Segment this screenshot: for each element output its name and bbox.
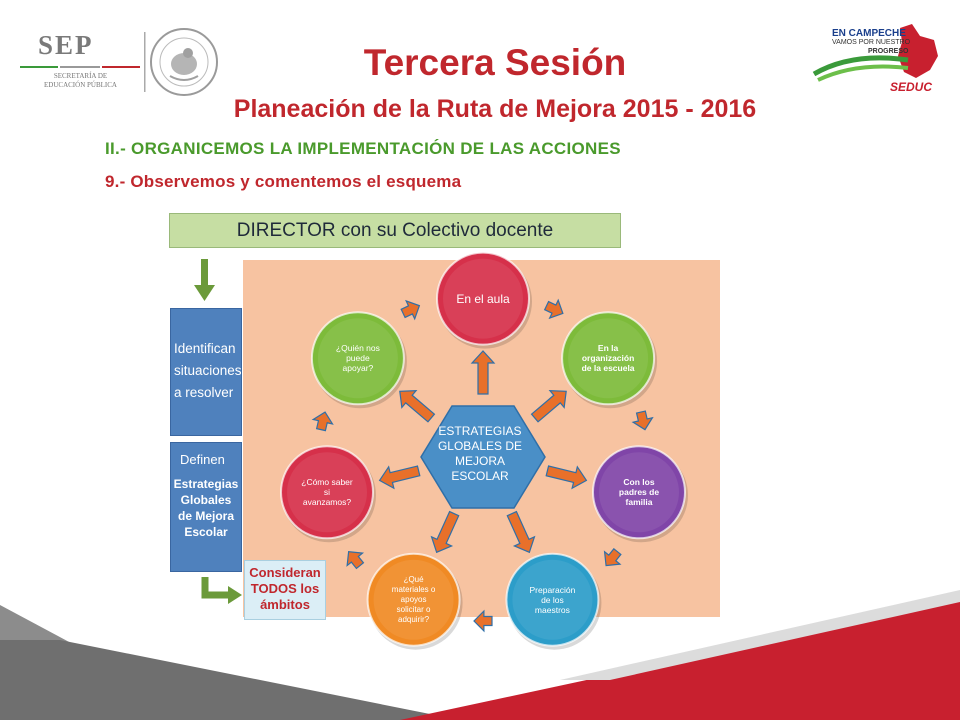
- define-line-1: Estrategias: [173, 477, 239, 491]
- campeche-line3: PROGRESO: [868, 48, 909, 55]
- center-hexagon-text: [430, 424, 530, 484]
- cycle-arrow-3: [605, 549, 621, 566]
- center-line-3: MEJORA: [454, 454, 505, 468]
- node-label-5-line-2: materiales o: [391, 584, 436, 594]
- identify-line-3: a resolver: [174, 385, 234, 400]
- cycle-arrow-2: [633, 411, 652, 430]
- section-heading: II.- ORGANICEMOS LA IMPLEMENTACIÓN DE LAS ACCIONES: [105, 139, 621, 158]
- page-title: Tercera Sesión: [363, 42, 627, 83]
- node-label-7-line-3: apoyar?: [342, 363, 374, 374]
- node-label-6-line-3: avanzamos?: [302, 497, 352, 508]
- define-line-4: Escolar: [184, 525, 228, 539]
- node-label-2-line-1: En la: [597, 343, 619, 354]
- node-label-7-line-2: puede: [346, 353, 370, 364]
- node-label-4-line-2: de los: [541, 594, 564, 605]
- node-label-3-line-2: padres de: [618, 487, 660, 498]
- node-label-5-line-5: adquirir?: [398, 614, 430, 624]
- node-label-7-line-1: ¿Quién nos: [335, 343, 380, 354]
- node-label-7: [318, 343, 398, 373]
- node-label-3: [599, 477, 679, 507]
- node-label-2-line-3: de la escuela: [581, 363, 635, 374]
- step-heading: 9.- Observemos y comentemos el esquema: [105, 172, 462, 191]
- director-label: DIRECTOR con su Colectivo docente: [236, 220, 554, 241]
- campeche-line1: EN CAMPECHE: [832, 28, 906, 39]
- node-label-2: [568, 343, 648, 373]
- node-label-5-line-1: ¿Qué: [403, 574, 424, 584]
- node-label-5-line-3: apoyos: [400, 594, 427, 604]
- radial-arrow-6: [380, 466, 420, 488]
- cycle-arrow-7: [401, 301, 419, 319]
- node-label-3-line-1: Con los: [623, 477, 655, 488]
- consider-line-3: ámbitos: [260, 597, 310, 612]
- node-label-6-line-1: ¿Cómo saber: [301, 477, 353, 488]
- cycle-arrow-5: [347, 552, 363, 569]
- node-label-6: [287, 477, 367, 507]
- identify-line-1: Identifican: [174, 341, 236, 356]
- cycle-arrow-6: [313, 412, 332, 431]
- node-label-4: [512, 585, 592, 615]
- cycle-arrow-1: [545, 300, 563, 318]
- sep-logo-line2: EDUCACIÓN PÚBLICA: [44, 81, 117, 89]
- sep-logo-line1: SECRETARÍA DE: [53, 72, 108, 80]
- radial-arrow-4: [507, 512, 534, 553]
- node-label-5-line-4: solicitar o: [396, 604, 431, 614]
- center-line-2: GLOBALES DE: [437, 439, 523, 453]
- center-line-4: ESCOLAR: [451, 469, 509, 483]
- consider-line-1: Consideran: [249, 565, 321, 580]
- radial-arrow-3: [546, 466, 586, 488]
- radial-arrow-2: [532, 391, 567, 422]
- node-label-4-line-1: Preparación: [529, 584, 576, 595]
- node-label-4-line-3: maestros: [534, 604, 570, 615]
- node-label-5: [374, 575, 454, 625]
- node-label-6-line-2: si: [323, 487, 331, 498]
- consider-line-2: TODOS los: [250, 581, 320, 596]
- node-label-2-line-2: organización: [581, 353, 635, 364]
- identify-line-2: situaciones: [174, 363, 242, 378]
- seduc-label: SEDUC: [890, 80, 933, 94]
- node-label-1-line-1: En el aula: [456, 291, 510, 306]
- define-label: Definen: [180, 452, 225, 467]
- sep-logo-word: SEP: [38, 30, 94, 60]
- define-line-2: Globales: [180, 493, 232, 507]
- radial-arrow-5: [432, 512, 459, 553]
- campeche-line2: VAMOS POR NUESTRO: [832, 39, 911, 46]
- node-label-1: [443, 292, 523, 306]
- radial-arrow-1: [472, 351, 494, 394]
- define-line-3: de Mejora: [177, 509, 234, 523]
- node-label-3-line-3: familia: [625, 497, 653, 508]
- center-line-1: ESTRATEGIAS: [438, 424, 522, 438]
- radial-arrow-7: [400, 391, 435, 422]
- page-subtitle: Planeación de la Ruta de Mejora 2015 - 2016: [233, 95, 757, 123]
- cycle-arrow-4: [474, 611, 492, 631]
